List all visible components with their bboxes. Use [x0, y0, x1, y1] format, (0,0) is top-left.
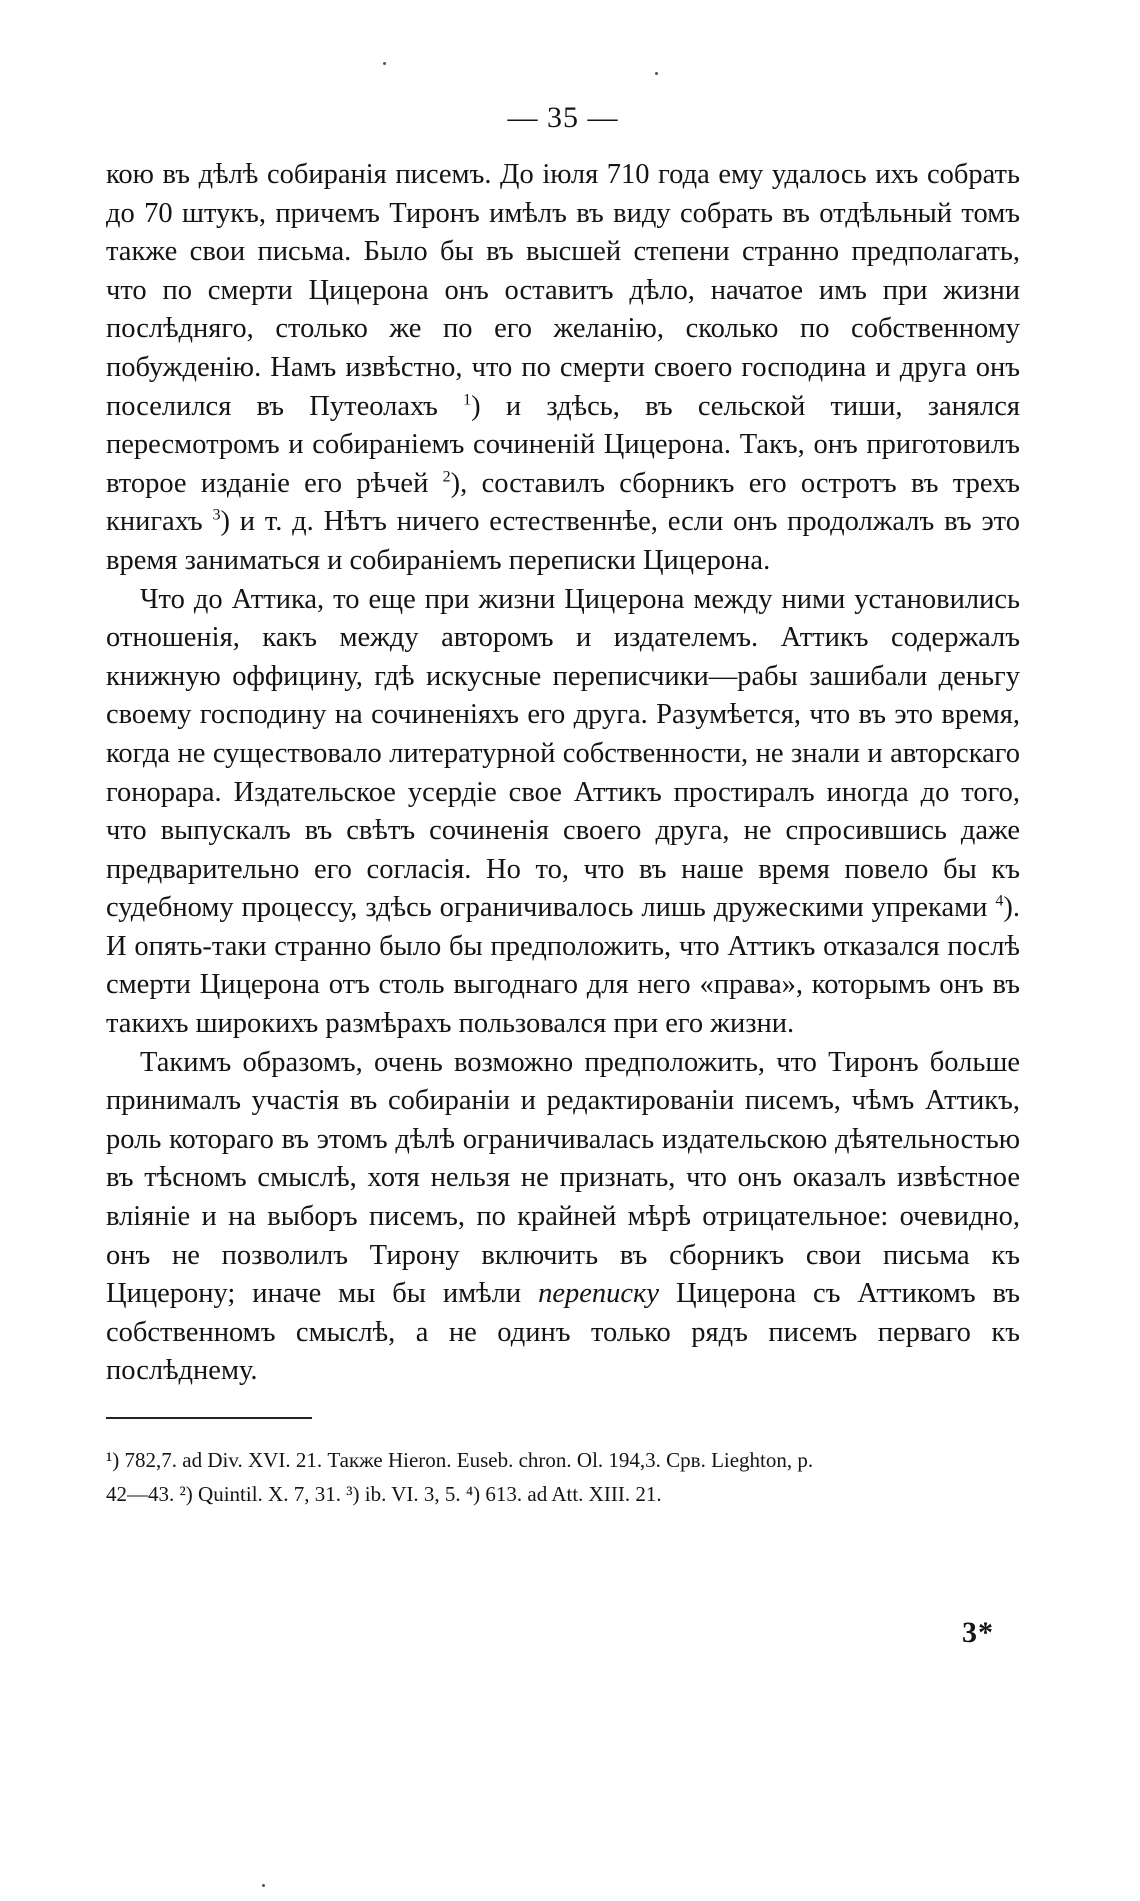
- page-number: — 35 —: [507, 101, 619, 134]
- emphasis-text: переписку: [538, 1278, 660, 1310]
- footnotes: [106, 1443, 1020, 1511]
- signature-mark: 3*: [962, 1616, 994, 1649]
- footnote-line: 42—43. ²) Quintil. X. 7, 31. ³) ib. VI. 3, 5. ⁴) 613. ad Att. XIII. 21.: [106, 1482, 662, 1506]
- paragraph-text: Что до Аттика, то еще при жизни Цицерона между ними установились отношенія, какъ между авторомъ и издателемъ. Аттикъ содержалъ книжную оффицину, гдѣ искусные переписчики—рабы зашибали деньгу своему господину на сочиненіяхъ его друга. Разумѣется, что въ это время, когда не существовало литературной собственности, не знали и авторскаго гонорара. Издательское усердіе свое Аттикъ простиралъ иногда до того, что выпускалъ въ свѣтъ сочиненія своего друга, не спросившись даже предварительно его согласія. Но то, что въ наше время повело бы къ судебному процессу, здѣсь ограничивалось лишь дружескими упреками: [106, 583, 1020, 924]
- paragraph-1: [106, 156, 1020, 581]
- paragraph-text: Такимъ образомъ, очень возможно предположить, что Тиронъ больше принималъ участія въ собираніи и редактированіи писемъ, чѣмъ Аттикъ, роль котораго въ этомъ дѣлѣ ограничивалась издательскою дѣятельностью въ тѣсномъ смыслѣ, хотя нельзя не признать, что онъ оказалъ извѣстное вліяніе и на выборъ писемъ, по крайней мѣрѣ отрицательное: очевидно, онъ не позволилъ Тирону включить въ сборникъ свои письма къ Цицерону; иначе мы бы имѣли: [106, 1046, 1020, 1310]
- book-page: [106, 98, 1020, 1511]
- paragraph-text: кою въ дѣлѣ собиранія писемъ. До іюля 710 года ему удалось ихъ собрать до 70 штукъ, причемъ Тиронъ имѣлъ въ виду собрать въ отдѣльный томъ также свои письма. Было бы въ высшей степени странно предполагать, что по смерти Цицерона онъ оставитъ дѣло, начатое имъ при жизни послѣдняго, столько же по его желанію, сколько по собственному побужденію. Намъ извѣстно, что по смерти своего господина и друга онъ поселился въ Путеолахъ: [106, 159, 1020, 422]
- paragraph-text: ) и здѣсь, въ сельской тиши, занялся пересмотромъ и собираніемъ сочиненій Цицерона. Такъ, онъ приготовилъ второе изданіе его рѣчей: [106, 390, 1020, 499]
- paragraph-text: Цицерона съ Аттикомъ въ собственномъ смыслѣ, а не одинъ только рядъ писемъ перваго къ послѣднему.: [106, 1278, 1021, 1387]
- ink-speck: [262, 1884, 265, 1887]
- paragraph-3: [106, 1044, 1020, 1391]
- footnote-ref: 1: [463, 391, 472, 409]
- footnote-ref: 2: [442, 468, 451, 486]
- footnote-ref: 3: [212, 506, 221, 524]
- paragraph-text: ), составилъ сборникъ его остротъ въ трехъ книгахъ: [106, 467, 1020, 538]
- footnote-divider: [106, 1417, 312, 1419]
- ink-speck: [655, 72, 658, 75]
- footnote-ref: 4: [995, 892, 1004, 910]
- ink-speck: [383, 62, 386, 65]
- paragraph-text: ) и т. д. Нѣтъ ничего естественнѣе, если онъ продолжалъ въ это время заниматься и собираніемъ переписки Цицерона.: [106, 506, 1020, 576]
- paragraph-text: ). И опять-таки странно было бы предположить, что Аттикъ отказался послѣ смерти Цицерона отъ столь выгоднаго для него «права», которымъ онъ въ такихъ широкихъ размѣрахъ пользовался при его жизни.: [106, 892, 1021, 1040]
- paragraph-2: [106, 581, 1020, 1044]
- footnote-line: ¹) 782,7. ad Div. XVI. 21. Также Hieron. Euseb. chron. Ol. 194,3. Срв. Lieghton, p.: [106, 1448, 814, 1472]
